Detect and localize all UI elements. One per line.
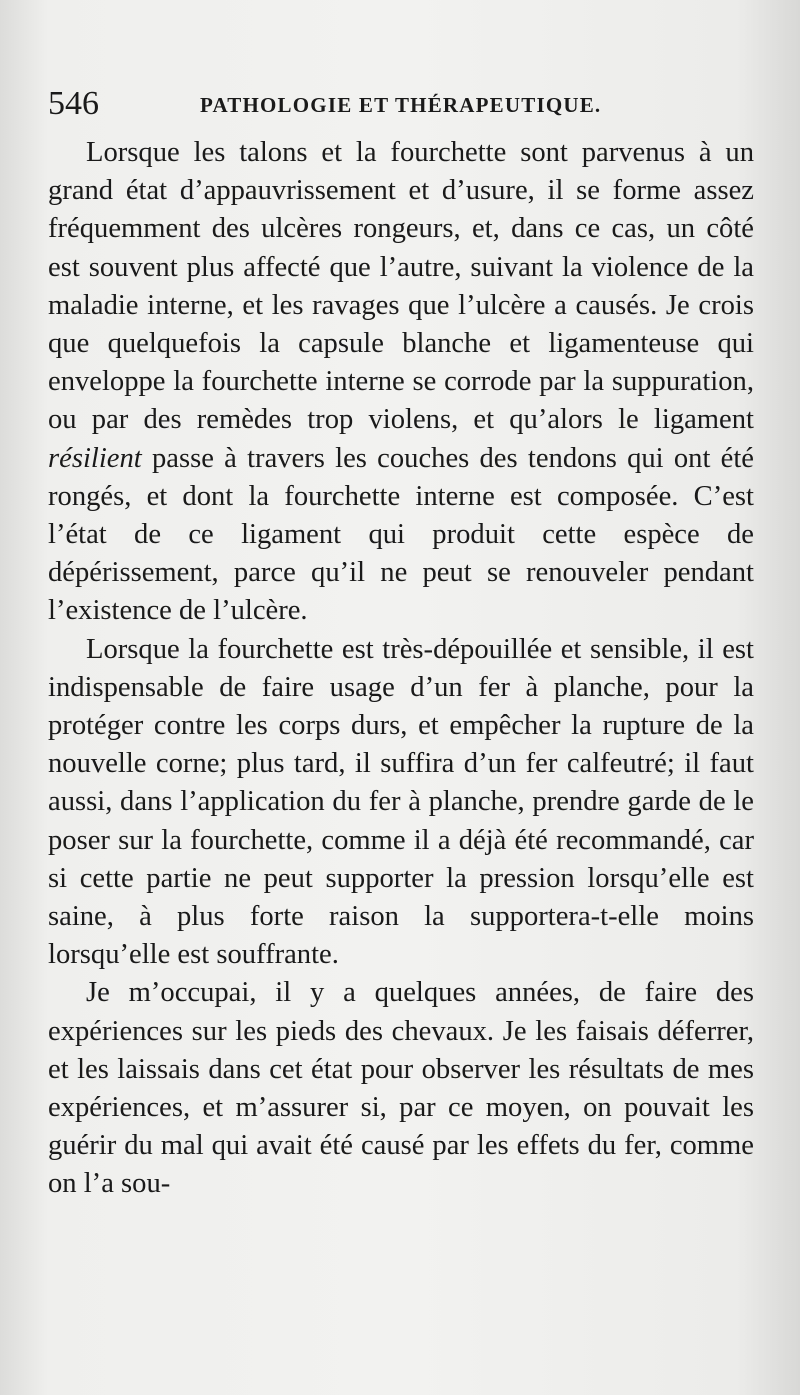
paragraph-2: Lorsque la fourchette est très-dépouillée et sensible, il est indispensable de faire usage d’un fer à planche, pour la protéger contre les corps durs, et empêcher la rupture de la nouvelle corne; plus tard, il suffira d’un fer calfeutré; il faut aussi, dans l’application du fer à planche, prendre garde de le poser sur la fourchette, comme il a déjà été recommandé, car si cette partie ne peut supporter la pression lorsqu’elle est saine, à plus forte raison la supportera-t-elle moins lorsqu’elle est souffrante. [48,633,754,971]
paragraph-1-emphasis: résilient [48,442,142,474]
body-text [48,134,754,1204]
page-number: 546 [48,85,99,122]
page-header [48,84,760,124]
paragraph-3: Je m’occupai, il y a quelques années, de faire des expériences sur les pieds des chevaux. Je les faisais déferrer, et les laissais dans cet état pour observer les résultats de mes expériences, et m’assurer si, par ce moyen, on pouvait les guérir du mal qui avait été causé par les effets du fer, comme on l’a sou- [48,977,754,1200]
paragraph-1 [48,134,754,631]
paragraph-1-part-1: Lorsque les talons et la fourchette sont parvenus à un grand état d’appauvrissement et d’usure, il se forme assez fréquemment des ulcères rongeurs, et, dans ce cas, un côté est souvent plus affecté que l’autre, suivant la violence de la maladie interne, et les ravages que l’ulcère a causés. Je crois que quelquefois la capsule blanche et ligamenteuse qui enveloppe la fourchette interne se corrode par la suppuration, ou par des remèdes trop violens, et qu’alors le ligament [48,137,754,436]
running-head: PATHOLOGIE ET THÉRAPEUTIQUE. [200,93,602,117]
paragraph-1-part-2: passe à travers les couches des tendons qui ont été rongés, et dont la fourchette interne est composée. C’est l’état de ce ligament qui produit cette espèce de dépérissement, parce qu’il ne peut se renouveler pendant l’existence de l’ulcère. [48,442,754,627]
